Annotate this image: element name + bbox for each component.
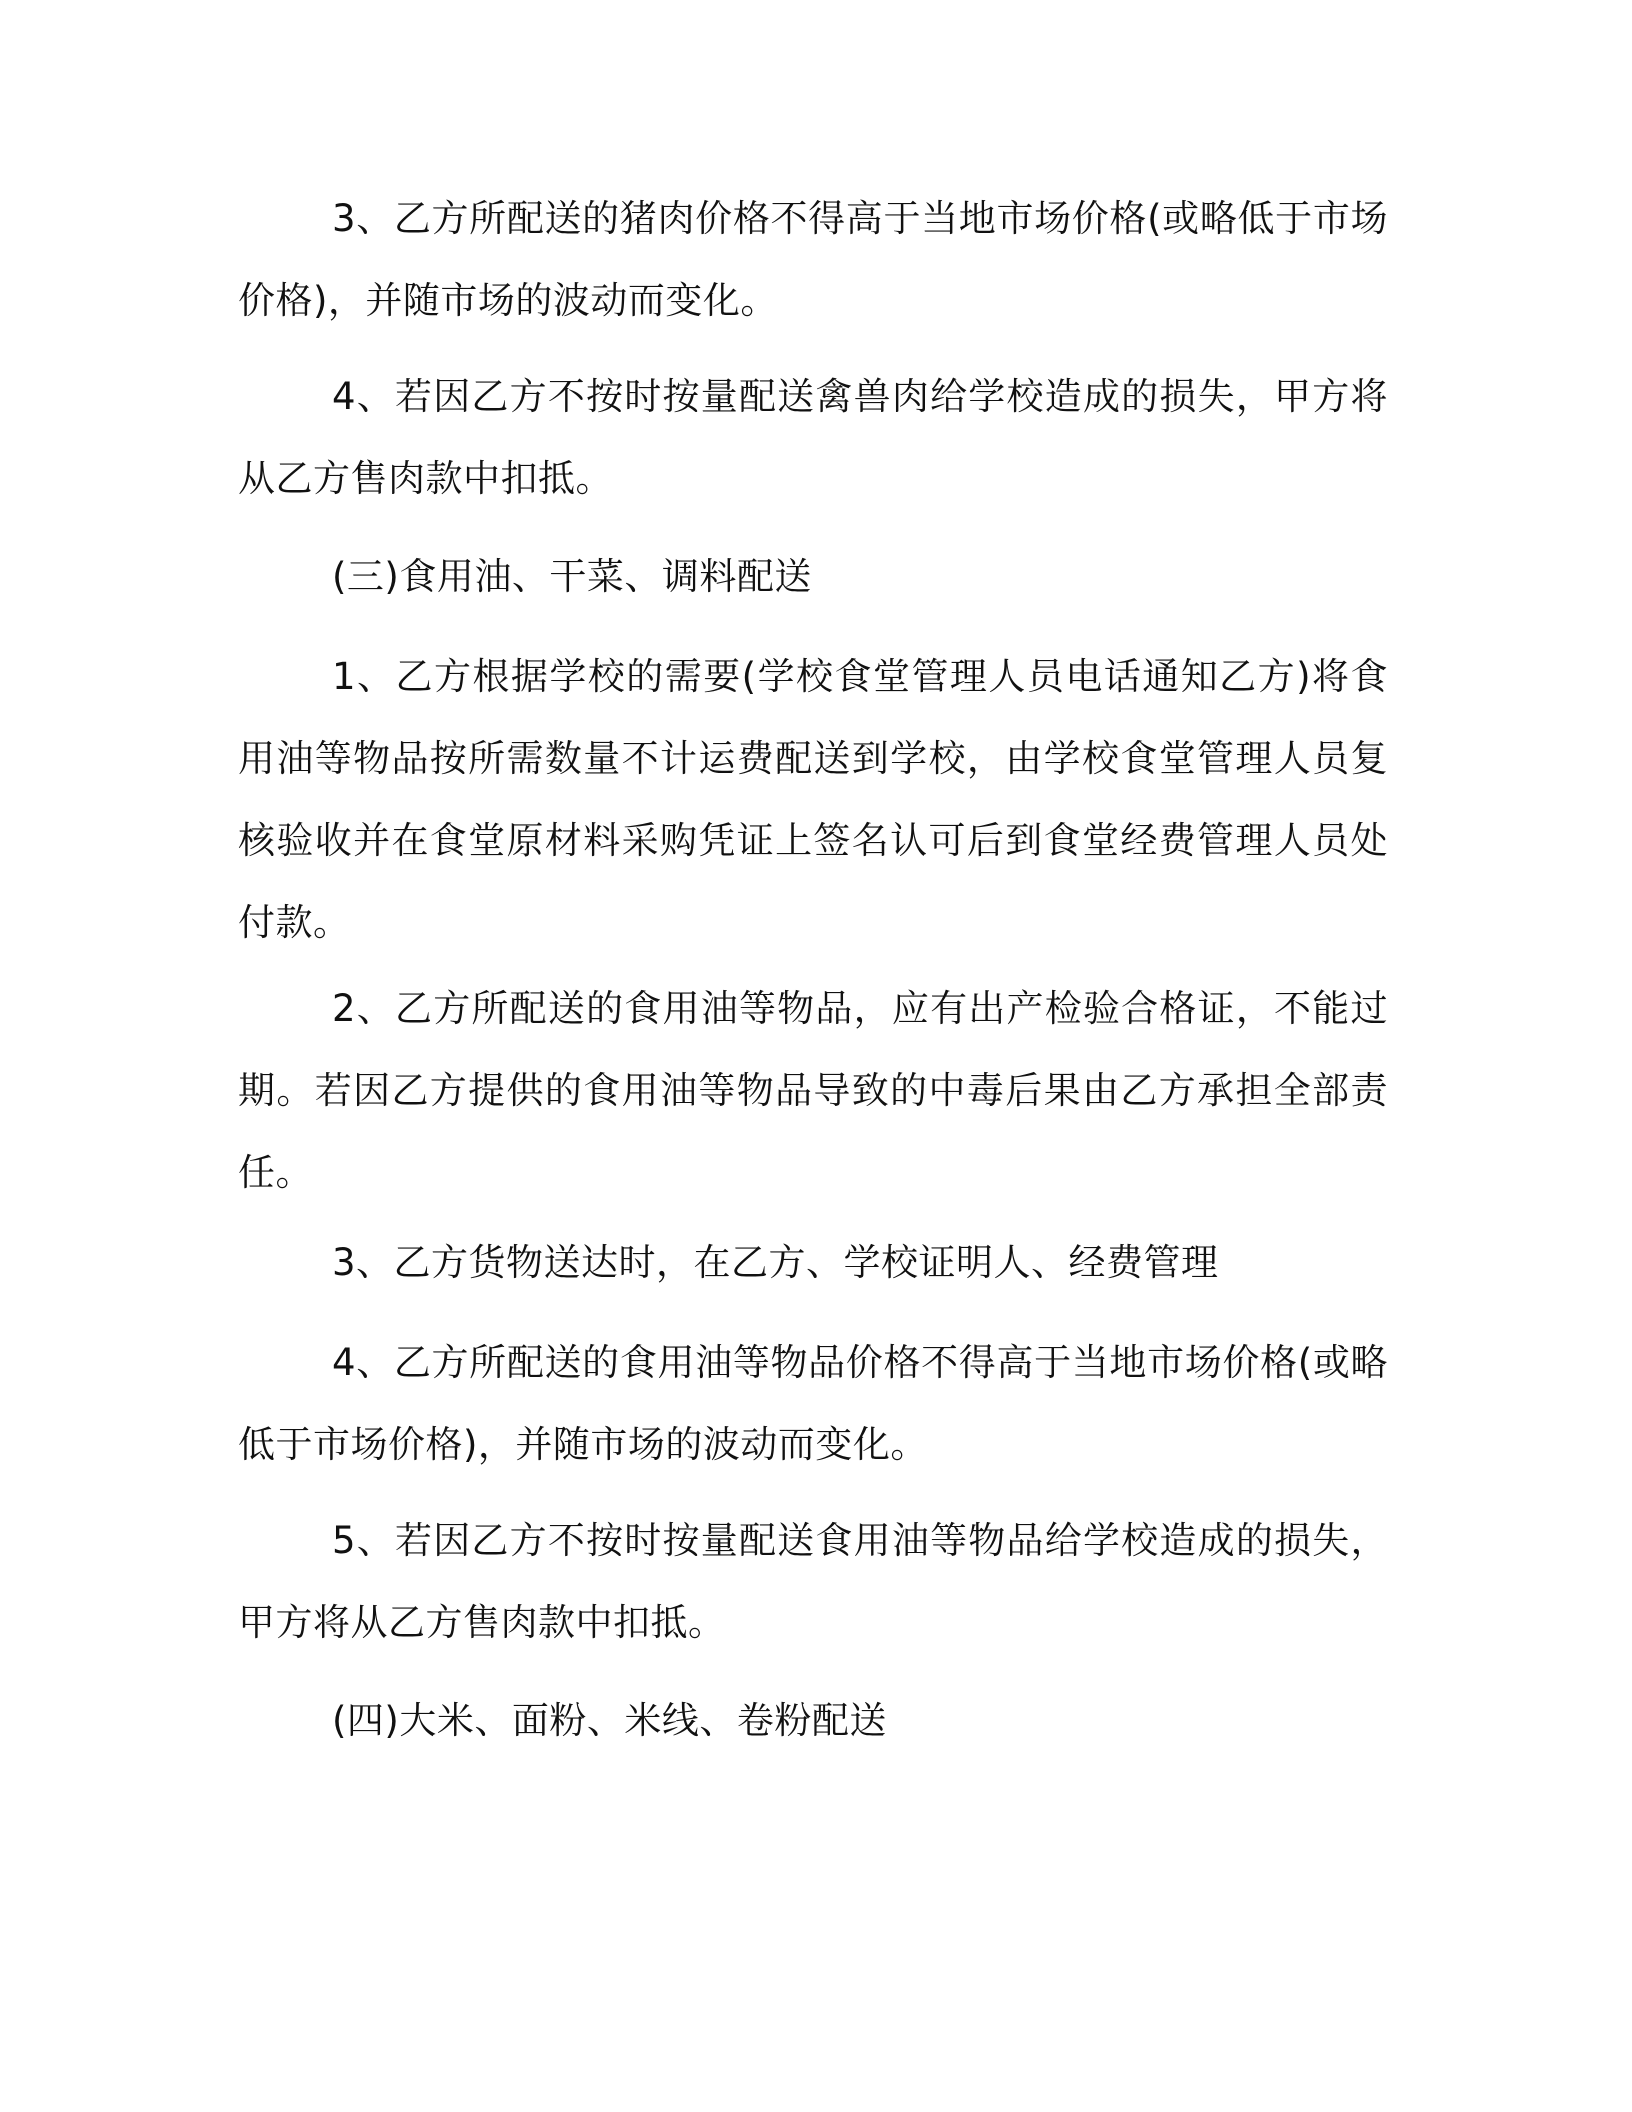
paragraph-meat-loss-deduction: 4、若因乙方不按时按量配送禽兽肉给学校造成的损失，甲方将从乙方售肉款中扣抵。	[238, 375, 1388, 500]
section-heading-rice-flour: (四)大米、面粉、米线、卷粉配送	[332, 1699, 887, 1742]
paragraph-pork-price: 3、乙方所配送的猪肉价格不得高于当地市场价格(或略低于市场价格)，并随市场的波动而变化。	[238, 197, 1388, 322]
paragraph-oil-delivery: 1、乙方根据学校的需要(学校食堂管理人员电话通知乙方)将食用油等物品按所需数量不计运费配送到学校，由学校食堂管理人员复核验收并在食堂原材料采购凭证上签名认可后到食堂经费管理人员处付款。	[238, 655, 1388, 944]
section-heading-oil-dry-goods: (三)食用油、干菜、调料配送	[332, 555, 812, 598]
paragraph-oil-loss-deduction: 5、若因乙方不按时按量配送食用油等物品给学校造成的损失，甲方将从乙方售肉款中扣抵。	[238, 1519, 1388, 1644]
paragraph-oil-quality: 2、乙方所配送的食用油等物品，应有出产检验合格证，不能过期。若因乙方提供的食用油等物品导致的中毒后果由乙方承担全部责任。	[238, 987, 1388, 1194]
paragraph-oil-price: 4、乙方所配送的食用油等物品价格不得高于当地市场价格(或略低于市场价格)，并随市场的波动而变化。	[238, 1341, 1388, 1466]
paragraph-goods-arrival: 3、乙方货物送达时，在乙方、学校证明人、经费管理	[332, 1241, 1219, 1284]
